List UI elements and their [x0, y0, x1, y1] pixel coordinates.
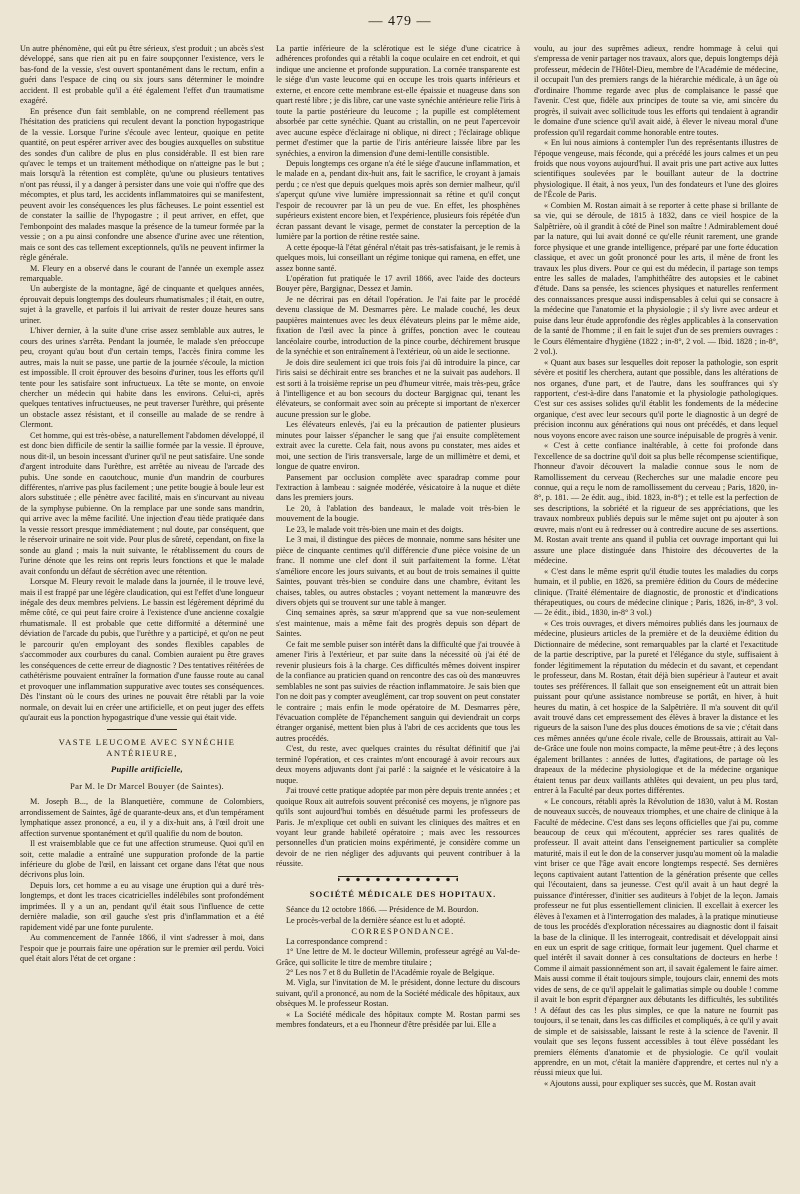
- paragraph: Le 3 mai, il distingue des pièces de monnaie, nomme sans hésiter une pièce de cinquante centimes qu'il différencie d'une pièce voisine de un franc. Il nomme une clef dont il suit parfaitement la forme. L'état s'améliore encore les jours suivants, et au bout de trois semaines il quitte Saintes, pouvant très-bien se conduire dans une chambre, évitant les chaises, tables, ou autres obstacles ; voyant nettement la manœuvre des divers objets qui se trouvent sur une table à manger.: [276, 535, 520, 608]
- paragraph: Il est vraisemblable que ce fut une affection strumeuse. Quoi qu'il en soit, cette maladie a entraîné une suppuration profonde de la partie inférieure du globe de l'œil, en laissant cet organe dans l'état que nous décrivons plus loin.: [20, 839, 264, 880]
- paragraph: Depuis longtemps ces organe n'a été le siége d'aucune inflammation, et le malade en a, pendant dix-huit ans, fait le sacrifice, le croyant à jamais perdu ; ce n'est que depuis quelques mois après son dernier malheur, qu'il s'aperçut qu'une vive lumière impressionnait sa rétine et qu'il conçut l'espoir de recouvrer par là un peu de vue. En effet, les phosphènes supérieurs existent encore bien, et l'expérience, plusieurs fois répétée d'un écran passant devant le visage, permet de constater la perception de la lumière par la portion de rétine restée saine.: [276, 158, 520, 242]
- correspondence-title: CORRESPONDANCE.: [351, 926, 455, 937]
- paragraph: « Ajoutons aussi, pour expliquer ses succès, que M. Rostan avait: [544, 1078, 756, 1088]
- paragraph: 2° Les nos 7 et 8 du Bulletin de l'Académie royale de Belgique.: [286, 967, 495, 977]
- session-line: Séance du 12 octobre 1866. — Présidence de M. Bourdon.: [286, 905, 479, 915]
- section-title: VASTE LEUCOME AVEC SYNÉCHIE ANTÉRIEURE,: [58, 737, 236, 758]
- paragraph: Cet homme, qui est très-obèse, a naturellement l'abdomen développé, il est donc bien difficile de sentir la saillie formée par la vessie. Il éprouve, nous dit-il, un besoin incessant d'uriner qu'il ne peut satisfaire. Une sonde d'argent introduite dans l'urèthre, est arrêtée au niveau de l'arcade des pubis. Une sonde en caoutchouc, munie d'un mandrin de courbures différentes, n'arrive pas plus facilement ; une petite bougie à boule leur est alors substituée ; elle pénètre avec facilité, mais en s'incurvant au niveau de la symphyse pubienne. On la remplace par une sonde sans mandrin, qui arrive avec la même facilité. Une injection d'eau tiède pratiquée dans la vessie ressort presque immédiatement ; nul doute, par conséquent, que le réservoir urinaire ne soit vide. Pour plus de sûreté, cependant, on fixe la sonde au gland ; mais la nuit suivante, le rétablissement du cours de l'urine dénote que les reins ont repris leurs fonctions et que le malade avait confondu un défaut de sécrétion avec une rétention.: [20, 430, 264, 576]
- paragraph: « En lui nous aimions à contempler l'un des représentants illustres de l'époque vengeuse, mais féconde, qui a précédé les jours calmes et un peu froids que nous voyons aujourd'hui. Il avait pris une part active aux luttes scientifiques soulevées par le bouillant auteur de la doctrine physiologique. Il était, à nos yeux, l'un des fondateurs et l'une des gloires de l'École de Paris.: [534, 138, 778, 200]
- paragraph: L'hiver dernier, à la suite d'une crise assez semblable aux autres, le cours des urines s'arrêta. Pendant la journée, le malade s'en préoccupe peu, croyant qu'au bout d'un certain temps, l'accès finira comme les autres, mais la nuit se passe, une partie de la journée s'écoule, la miction est impossible. Il croit éprouver des besoins d'uriner, tous les efforts qu'il tente pour les satisfaire sont infructueux. La tête se monte, on envoie chercher un médecin qui habite dans les environs. Celui-ci, après quelques tentatives infructueuses, ne peut traverser l'urèthre, qui présente un obstacle assez résistant, et il conseille au malade de se rendre à Clermont.: [20, 326, 264, 430]
- paragraph: Un aubergiste de la montagne, âgé de cinquante et quelques années, éprouvait depuis longtemps des douleurs rhumatismales ; il était, en outre, sujet à la gravelle, et parfois il lui arrivait de rester douze heures sans uriner.: [20, 284, 264, 325]
- paragraph: Les élévateurs enlevés, j'ai eu la précaution de patienter plusieurs minutes pour laisser s'épancher le sang que j'ai ensuite complètement extrait avec la curette. Cela fait, nous avons pu constater, mes aides et moi, une section de l'iris transversale, large de un millimètre et demi, et longue de quatre environ.: [276, 420, 520, 472]
- paragraph: Je dois dire seulement ici que trois fois j'ai dû introduire la pince, car l'iris saisi se déchirait entre ses branches et ne la suivait pas audehors. Il est sorti à la troisième reprise un peu d'humeur vitrée, mais très-peu, grâce à l'intelligence et au bon secours du docteur Bargignac qui, tenant les élévateurs, se conformait avec soin au précepte si important de n'exercer aucune pression sur le globe.: [276, 357, 520, 419]
- section-subtitle: Pupille artificielle,: [110, 764, 184, 775]
- paragraph: « Ces trois ouvrages, et divers mémoires publiés dans les journaux de médecine, plusieurs articles de la première et de la deuxième édition du Dictionnaire de médecine, sont remarquables par la clarté et l'exactitude de la partie descriptive, par la pureté et l'élégance du style, suffisaient à fonder légitimement la réputation du médecin et du savant, et cependant le professeur, dans M. Rostan, était déjà bien supérieur à l'auteur et avait toutes ses préférences. Il fallait que son enseignement eût un attrait bien puissant pour qu'une assistance nombreuse se portât, en hiver, à huit heures du matin, à cet hospice de la Salpêtrière. Il m'a souvent dit qu'il avait trouvé dans cet empressement des élèves à braver la distance et les rigueurs de la saison l'une des plus douces émotions de sa vie ; c'était dans ces mêmes années qu'une école rivale, celle de Broussais, attirait au Val-de-Grâce une foule non moins compacte, la même peut-être ; à des leçons également brillantes : années de luttes, d'agitations, de partage où les drapeaux de la médecine physiologique et de la médecine organique étaient tenus par deux vaillants athlètes qui devaient, un peu plus tard, entrer à la Faculté par deux portes différentes.: [534, 618, 778, 796]
- minutes-line: Le procès-verbal de la dernière séance est lu et adopté.: [286, 915, 466, 925]
- paragraph: « Le concours, rétabli après la Révolution de 1830, valut à M. Rostan de nouveaux succès, de nouveaux triomphes, et une chaire de clinique à la Faculté de médecine. C'est dans ses leçons officielles que j'ai pu, comme beaucoup de ceux qui m'écoutent, apprécier ses rares qualités de professeur. Il avait atteint dans l'enseignement particulier sa complète maturité, mais il eut le don de la conserver jusqu'au moment où la maladie vint briser ce que l'âge avait encore longtemps respecté. Ses dernières leçons captivaient autant l'attention de la génération présente que celles qui l'écoutaient, dans sa jeunesse. C'est qu'il avait à un haut degré la puissance d'intéresser, d'initier ses auditeurs à l'objet de la leçon. Jamais professeur ne fut plus essentiellement clinicien. Il excellait à exercer les élèves à l'examen et à l'interrogation des malades, à la pratique minutieuse de tous les procédés d'exploration nécessaires au diagnostic dont il faisait la base de la clinique. Il les interrogeait, contredisait et développait ainsi en eux un esprit de sage critique, formait leur jugement. Quel charme et quel intérêt il savait donner à ces consultations de docteurs en herbe ! Comme il aimait passionnément son art, il savait également le faire aimer. Mais aussi comme il était toujours simple, toujours clair, ennemi des mots vides de sens, de ce qu'il appelait le galimatias simple ou double ! comme il avait le bon esprit d'épargner aux débutants les difficultés, les subtilités ! A défaut des cas les plus simples, ce que la nature ne fournit pas toujours, il se tenait, dans les cas difficiles et compliqués, à ce qu'il y avait de simple et de saisissable, laissant le reste à la science de l'avenir. Il voulait que ses leçons fussent accessibles à tout élève possédant les premiers éléments d'anatomie et de physiologie. Ce qu'il voulait apprendre, en un mot, c'était la manière d'apprendre, et certes nul n'y a réussi mieux que lui.: [534, 796, 778, 1078]
- paragraph: J'ai trouvé cette pratique adoptée par mon père depuis trente années ; et quoique Roux ait autrefois souvent préconisé ces moyens, je n'ignore pas qu'ils sont aujourd'hui tombés en désuétude parmi les professeurs de Paris. Je m'explique cet oubli en suivant les cliniques des maîtres et en voyant leur grande habileté opératoire ; mais avec les ressources personnelles d'un praticien moins expérimenté, je considère comme un devoir de ne rien négliger des adjuvants qui peuvent contribuer à la réussite.: [276, 786, 520, 869]
- paragraph: M. Vigla, sur l'invitation de M. le président, donne lecture du discours suivant, qu'il a prononcé, au nom de la Société médicale des hôpitaux, aux obsèques M. le professeur Rostan.: [276, 978, 520, 1009]
- paragraph: Lorsque M. Fleury revoit le malade dans la journée, il le trouve levé, mais il est frappé par une légère claudication, qui est l'effet d'une longueur inégale des deux membres pelviens. Le bassin est légèrement déprimé du même côté, ce qui peut faire croire à l'existence d'une ancienne coxalgie rhumatismale. Il est probable que cette difformité a déterminé une déviation de l'arcade du pubis, que l'urèthre y a participé, et qu'on ne peut le parcourir qu'en employant des sondes flexibles capables de s'accommoder aux courbures du canal. Combien auraient pu être graves les conséquences de cette erreur de diagnostic ? Des tentatives réitérées de cathétérisme pouvaient entraîner la formation d'une fausse route au canal et provoquer une inflammation suppurative avec toutes ses conséquences. Dès l'instant où le cours des urines ne pouvait être rétabli par la voie normale, on devait lui en créer une artificielle, et on peut juger des effets qu'aurait eus la ponction hypogastrique d'une vessie qui était vide.: [20, 577, 264, 722]
- paragraph: Le 23, le malade voit très-bien une main et des doigts.: [286, 524, 464, 534]
- section-divider: [107, 729, 177, 730]
- right-column: [534, 44, 778, 1182]
- paragraph: L'opération fut pratiquée le 17 avril 1866, avec l'aide des docteurs Bouyer père, Bargignac, Dessez et Jamin.: [276, 273, 520, 294]
- section-author: Par M. le Dr Marcel Bouyer (de Saintes).: [70, 780, 224, 791]
- paragraph: Ce fait me semble puiser son intérêt dans la difficulté que j'ai trouvée à amener l'iris à l'extérieur, et par suite dans la nécessité où j'ai été de revenir plusieurs fois à la charge. Ces difficultés mêmes doivent inspirer de la confiance au praticien quand on rencontre des cas où des manœuvres semblables ne sont pas suivies de réaction inflammatoire. Je sais bien que l'on ne doit pas y compter aveuglément, car trop souvent on peut constater le contraire ; mais enfin le mode opératoire de M. Desmarres père, l'évacuation complète de l'épanchement sanguin qui deviendrait un corps étranger organisé, mettent bien plus à l'abri de ces accidents que tous les autres procédés.: [276, 639, 520, 743]
- paragraph: Un autre phénomène, qui eût pu être sérieux, s'est produit ; un abcès s'est développé, sans que rien ait pu en faire soupçonner l'existence, vers le bas-fond de la vessie, s'est ouvert spontanément dans le rectum, enfin a guéri dans l'espace de cinq ou six jours sans déterminer le moindre accident. Il est probable qu'il a été également l'effet d'un traumatisme exagéré.: [20, 44, 264, 106]
- paragraph: M. Joseph B..., de la Blanquetière, commune de Colombiers, arrondissement de Saintes, âgé de quarante-deux ans, et d'un tempérament lymphatique assez prononcé, a eu, il y a dix-huit ans, à l'œil droit une affection survenue spontanément et qu'il qualifie du nom de bouton.: [20, 797, 264, 838]
- paragraph: M. Fleury en a observé dans le courant de l'année un exemple assez remarquable.: [20, 263, 264, 283]
- paragraph: C'est, du reste, avec quelques craintes du résultat définitif que j'ai terminé l'opération, et ces craintes m'ont encouragé à avoir recours aux deux moyens adjuvants dont j'ai parlé : la saignée et le vésicatoire à la nuque.: [276, 744, 520, 785]
- paragraph: Je ne décrirai pas en détail l'opération. Je l'ai faite par le procédé devenu classique de M. Desmarres père. Le malade couché, les deux paupières maintenues avec les deux élévateurs pleins par le même aide, fixation de l'œil avec la pince à griffes, ponction avec le couteau lancéolaire courbe, introduction de la pince courbe, déchirement brusque de la synéchie et son entraînement à l'extérieur, où un aide le sectionne.: [276, 294, 520, 357]
- paragraph: En présence d'un fait semblable, on ne comprend réellement pas l'hésitation des praticiens qui reculent devant la ponction hypogastrique de la vessie. Lorsque l'urine s'écoule avec lenteur, quoique en petite quantité, on peut espérer arriver avec des bougies auxquelles on substitue des sondes d'un calibre de plus en plus considérable. Il est bien rare qu'avec le temps et un traitement méthodique on n'atteigne pas le but ; mais lorsqu'à la rétention est complète, qu'une ou plusieurs tentatives n'ont pas réussi, il y a danger à persister dans une voie qui n'offre que des mécomptes, et plus tard, les accidents inflammatoires qui se manifestent, peuvent avoir les conséquences les plus fâcheuses. Le point essentiel est de constater la saillie de l'hypogastre ; il peut arriver, en effet, que l'embonpoint des malades masque la présence de la tumeur formée par la vessie ; on a pu ainsi confondre une absence d'urine avec une rétention, mais ce sont des cas tellement exceptionnels, qu'ils ne peuvent infirmer la règle générale.: [20, 106, 264, 263]
- paragraph: voulu, au jour des suprêmes adieux, rendre hommage à celui qui s'empressa de venir partager nos travaux, alors que, depuis longtemps déjà professeur, médecin de l'Hôtel-Dieu, membre de l'Académie de médecine, il occupait l'un des premiers rangs de la hiérarchie médicale, à un âge où d'ordinaire l'homme regarde avec plus de complaisance le passé que l'avenir. C'est que, fidèle aux principes de toute sa vie, ami sincère du progrès, il suivait avec sollicitude tous les efforts qui tendaient à agrandir le domaine d'une science qu'il avait aidé, à élever le niveau moral d'une profession qu'il regardait comme honorable entre toutes.: [534, 44, 778, 137]
- paragraph: Pansement par occlusion complète avec sparadrap comme pour l'extraction à lambeau : saignée modérée, vésicatoire à la nuque et diète dans les premiers jours.: [276, 472, 520, 503]
- middle-column: [276, 44, 520, 1182]
- paragraph: Le 20, à l'ablation des bandeaux, le malade voit très-bien le mouvement de la bougie.: [276, 503, 520, 524]
- section-title: SOCIÉTÉ MÉDICALE DES HOPITAUX.: [309, 888, 497, 899]
- page-number: — 479 —: [368, 14, 432, 29]
- paragraph: « Combien M. Rostan aimait à se reporter à cette phase si brillante de sa vie, qui se déroule, de 1815 à 1832, dans ce vieil hospice de la Salpêtrière, où il grandit à côté de Pinel son maître ! Admirablement doué par la nature, qui lui avait donné ce qu'elle réunit rarement, une grande force physique et une grande intelligence, préparé par une forte éducation classique, et avec un goût prononcé pour les arts, il mène de front les travaux les plus divers. Pour ce qui est du médecin, il partage son temps entre les salles de malades, l'amphithéâtre des autopsies et le cabinet d'étude. Dans sa pensée, les sciences physiques et naturelles renferment des connaissances presque aussi indispensables à celui qui se consacre à la médecine que l'anatomie et la physiologie ; il s'y livre avec ardeur et puise dans leur étude approfondie des règles applicables à la conservation de la santé de l'homme ; il en fait le sujet d'un de ses premiers ouvrages : le Cours élémentaire d'hygiène (1822 ; in-8°, 2 vol. — Ibid. 1828 ; in-8°, 2 vol.).: [534, 200, 778, 357]
- paragraph: Cinq semaines après, sa sœur m'apprend que sa vue non-seulement s'est maintenue, mais a même fait des progrès depuis son départ de Saintes.: [276, 608, 520, 639]
- paragraph: « Quant aux bases sur lesquelles doit reposer la pathologie, son esprit sévère et positif les cherchera, autant que possible, dans les altérations de nos organes, d'une part, et de l'autre, dans les souffrances qui s'y rapportent, c'est-à-dire dans l'anatomie et la physiologie pathologiques. C'est sur ces assises solides qu'il établit les fondements de la médecine organique, c'est avec leur secours qu'il porte le diagnostic à un degré de précision inconnu aux générations qui nous ont précédés, et dans lequel nous voyons encore avec raison une source inépuisable de progrès à venir.: [534, 357, 778, 440]
- section-divider: [338, 876, 458, 882]
- paragraph: La correspondance comprend :: [286, 936, 388, 946]
- left-column: [20, 44, 264, 1182]
- paragraph: La partie inférieure de la sclérotique est le siége d'une cicatrice à adhérences profondes qui a rétabli la coque oculaire en cet endroit, et qui indique une ancienne et profonde suppuration. La cornée transparente est le siége d'un vaste leucome qui en occupe les trois quarts inférieurs et externe, et encore cette membrane est-elle épaissie et nuageuse dans son quart resté libre ; je dis libre, car une vaste synéchie antérieure relie l'iris à toute la partie postérieure du leucome ; la pupille est complétement absorbée par cette synéchie. Quant au cristallin, on ne peut l'apercevoir avec aucune espèce d'éclairage ni oblique, ni direct ; l'éclairage oblique permet d'estimer que la partie de l'iris antérieure laissée libre par les synéchies, a environ la dimension d'une demi-lentille consistible.: [276, 44, 520, 158]
- paragraph: Au commencement de l'année 1866, il vint s'adresser à moi, dans l'espoir que je pourrais faire une opération sur le premier œil perdu. Voici quel était alors l'état de cet organe :: [20, 933, 264, 964]
- paragraph: « C'est dans le même esprit qu'il étudie toutes les maladies du corps humain, et il publie, en 1826, sa première édition du Cours de médecine clinique. (Traité élémentaire de diagnostic, de pronostic et d'indications thérapeutiques, ou cours de médecine clinique ; Paris, 1826, in-8°, 3 vol. — 2e édit., ibid., 1830, in-8° 3 vol.): [534, 566, 778, 618]
- paragraph: « La Société médicale des hôpitaux compte M. Rostan parmi ses membres fondateurs, et a eu l'honneur d'être présidée par lui. Elle a: [276, 1009, 520, 1030]
- paragraph: Depuis lors, cet homme a eu au visage une éruption qui a duré très-longtemps, et dont les traces cicatricielles indélébiles sont profondément imprimées. Il y a un an, pendant qu'il était sous l'influence de cette dernière maladie, son œil gauche s'est pris d'inflammation et a été rapidement vidé par une fonte purulente.: [20, 880, 264, 932]
- paragraph: « C'est à cette confiance inaltérable, à cette foi profonde dans l'excellence de sa doctrine qu'il doit sa plus belle récompense scientifique, l'honneur d'avoir découvert la maladie connue sous le nom de Ramollissement du cerveau (Recherches sur une maladie encore peu connue, qui a reçu le nom de ramollissement du cerveau ; Paris, 1820, in-8°, p. 181. — 2e édit. aug., ibid. 1823, in-8°) ; et telle est la perfection de ses descriptions, la sobriété et la rigueur de ses appréciations, que les travaux nombreux publiés depuis sur le même sujet ont pu ajouter à son œuvre, mais n'ont eu à redresser ou à contredire aucune de ses assertions. M. Rostan avait trente ans quand il publia cet ouvrage important qui lui assure une place distinguée dans l'histoire des découvertes de la médecine.: [534, 441, 778, 566]
- paragraph: 1° Une lettre de M. le docteur Willemin, professeur agrégé au Val-de-Grâce, qui sollicite le titre de membre titulaire ;: [276, 947, 520, 967]
- paragraph: A cette époque-là l'état général n'était pas très-satisfaisant, je le remis à quelques mois, lui conseillant un régime tonique qui ramena, en effet, une assez bonne santé.: [276, 242, 520, 273]
